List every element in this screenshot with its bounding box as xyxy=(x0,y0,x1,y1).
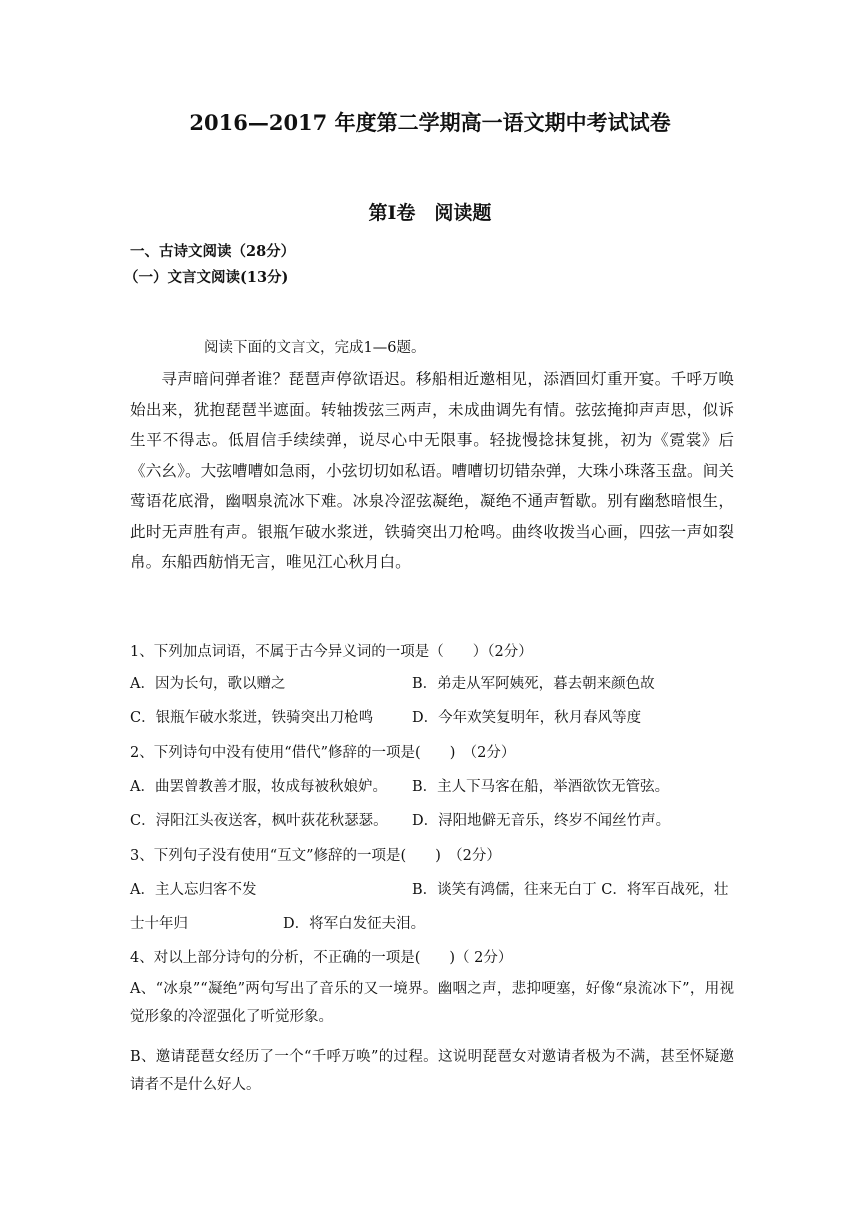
question-1-option-d: D．今年欢笑复明年，秋月春风等度 xyxy=(412,710,642,726)
question-1-stem: 1、下列加点词语，不属于古今异义词的一项是（ ）（2分） xyxy=(130,644,533,660)
exam-title: 2016—2017 年度第二学期高一语文期中考试试卷 xyxy=(189,110,671,135)
question-4-stem: 4、对以上部分诗句的分析，不正确的一项是( )（ 2分） xyxy=(130,950,513,966)
question-4-option-a: A、“冰泉”“凝绝”两句写出了音乐的又一境界。幽咽之声，悲抑哽塞，好像“泉流冰下”，用视觉形象的冷涩强化了听觉形象。 xyxy=(130,981,734,1025)
question-2-option-a: A．曲罢曾教善才服，妆成每被秋娘妒。 xyxy=(130,779,387,795)
classical-passage: 寻声暗问弹者谁？琵琶声停欲语迟。移船相近邀相见，添酒回灯重开宴。千呼万唤始出来，犹抱琵琶半遮面。转轴拨弦三两声，未成曲调先有情。弦弦掩抑声声思，似诉生平不得志。低眉信手续续弹，说尽心中无限事。轻拢慢捻抹复挑，初为《霓裳》后《六幺》。大弦嘈嘈如急雨，小弦切切如私语。嘈嘈切切错杂弹，大珠小珠落玉盘。间关莺语花底滑，幽咽泉流冰下难。冰泉冷涩弦凝绝，凝绝不通声暂歇。别有幽愁暗恨生，此时无声胜有声。银瓶乍破水浆迸，铁骑突出刀枪鸣。曲终收拨当心画，四弦一声如裂帛。东船西舫悄无言，唯见江心秋月白。 xyxy=(130,370,734,571)
question-1-option-c: C．银瓶乍破水浆迸，铁骑突出刀枪鸣 xyxy=(130,710,374,726)
question-3-option-d: D．将军白发征夫泪。 xyxy=(283,916,426,932)
question-1-option-a: A．因为长句，歌以赠之 xyxy=(130,676,286,692)
question-2-option-d: D．浔阳地僻无音乐，终岁不闻丝竹声。 xyxy=(412,813,671,829)
question-2-option-c: C．浔阳江头夜送客，枫叶荻花秋瑟瑟。 xyxy=(130,813,388,829)
question-2-option-b: B．主人下马客在船，举酒欲饮无管弦。 xyxy=(412,779,670,795)
question-3-option-c-continued: 士十年归 xyxy=(130,916,188,932)
part-title: 第Ⅰ卷 阅读题 xyxy=(368,202,492,224)
subsection-heading: （一）文言文阅读(13分) xyxy=(124,269,289,286)
section-heading: 一、古诗文阅读（28分） xyxy=(130,243,296,260)
question-3-stem: 3、下列句子没有使用“互文”修辞的一项是( ) （2分） xyxy=(130,848,501,864)
question-3-option-a: A．主人忘归客不发 xyxy=(130,882,257,898)
reading-instruction: 阅读下面的文言文，完成1—6题。 xyxy=(204,340,426,356)
question-4-option-b: B、邀请琵琶女经历了一个“千呼万唤”的过程。这说明琵琶女对邀请者极为不满，甚至怀疑邀请者不是什么好人。 xyxy=(130,1049,734,1093)
question-1-option-b: B．弟走从军阿姨死，暮去朝来颜色故 xyxy=(412,676,655,692)
question-3-option-b-c: B．谈笑有鸿儒，往来无白丁 C．将军百战死，壮 xyxy=(412,882,729,898)
question-2-stem: 2、下列诗句中没有使用“借代”修辞的一项是( ) （2分） xyxy=(130,745,516,761)
